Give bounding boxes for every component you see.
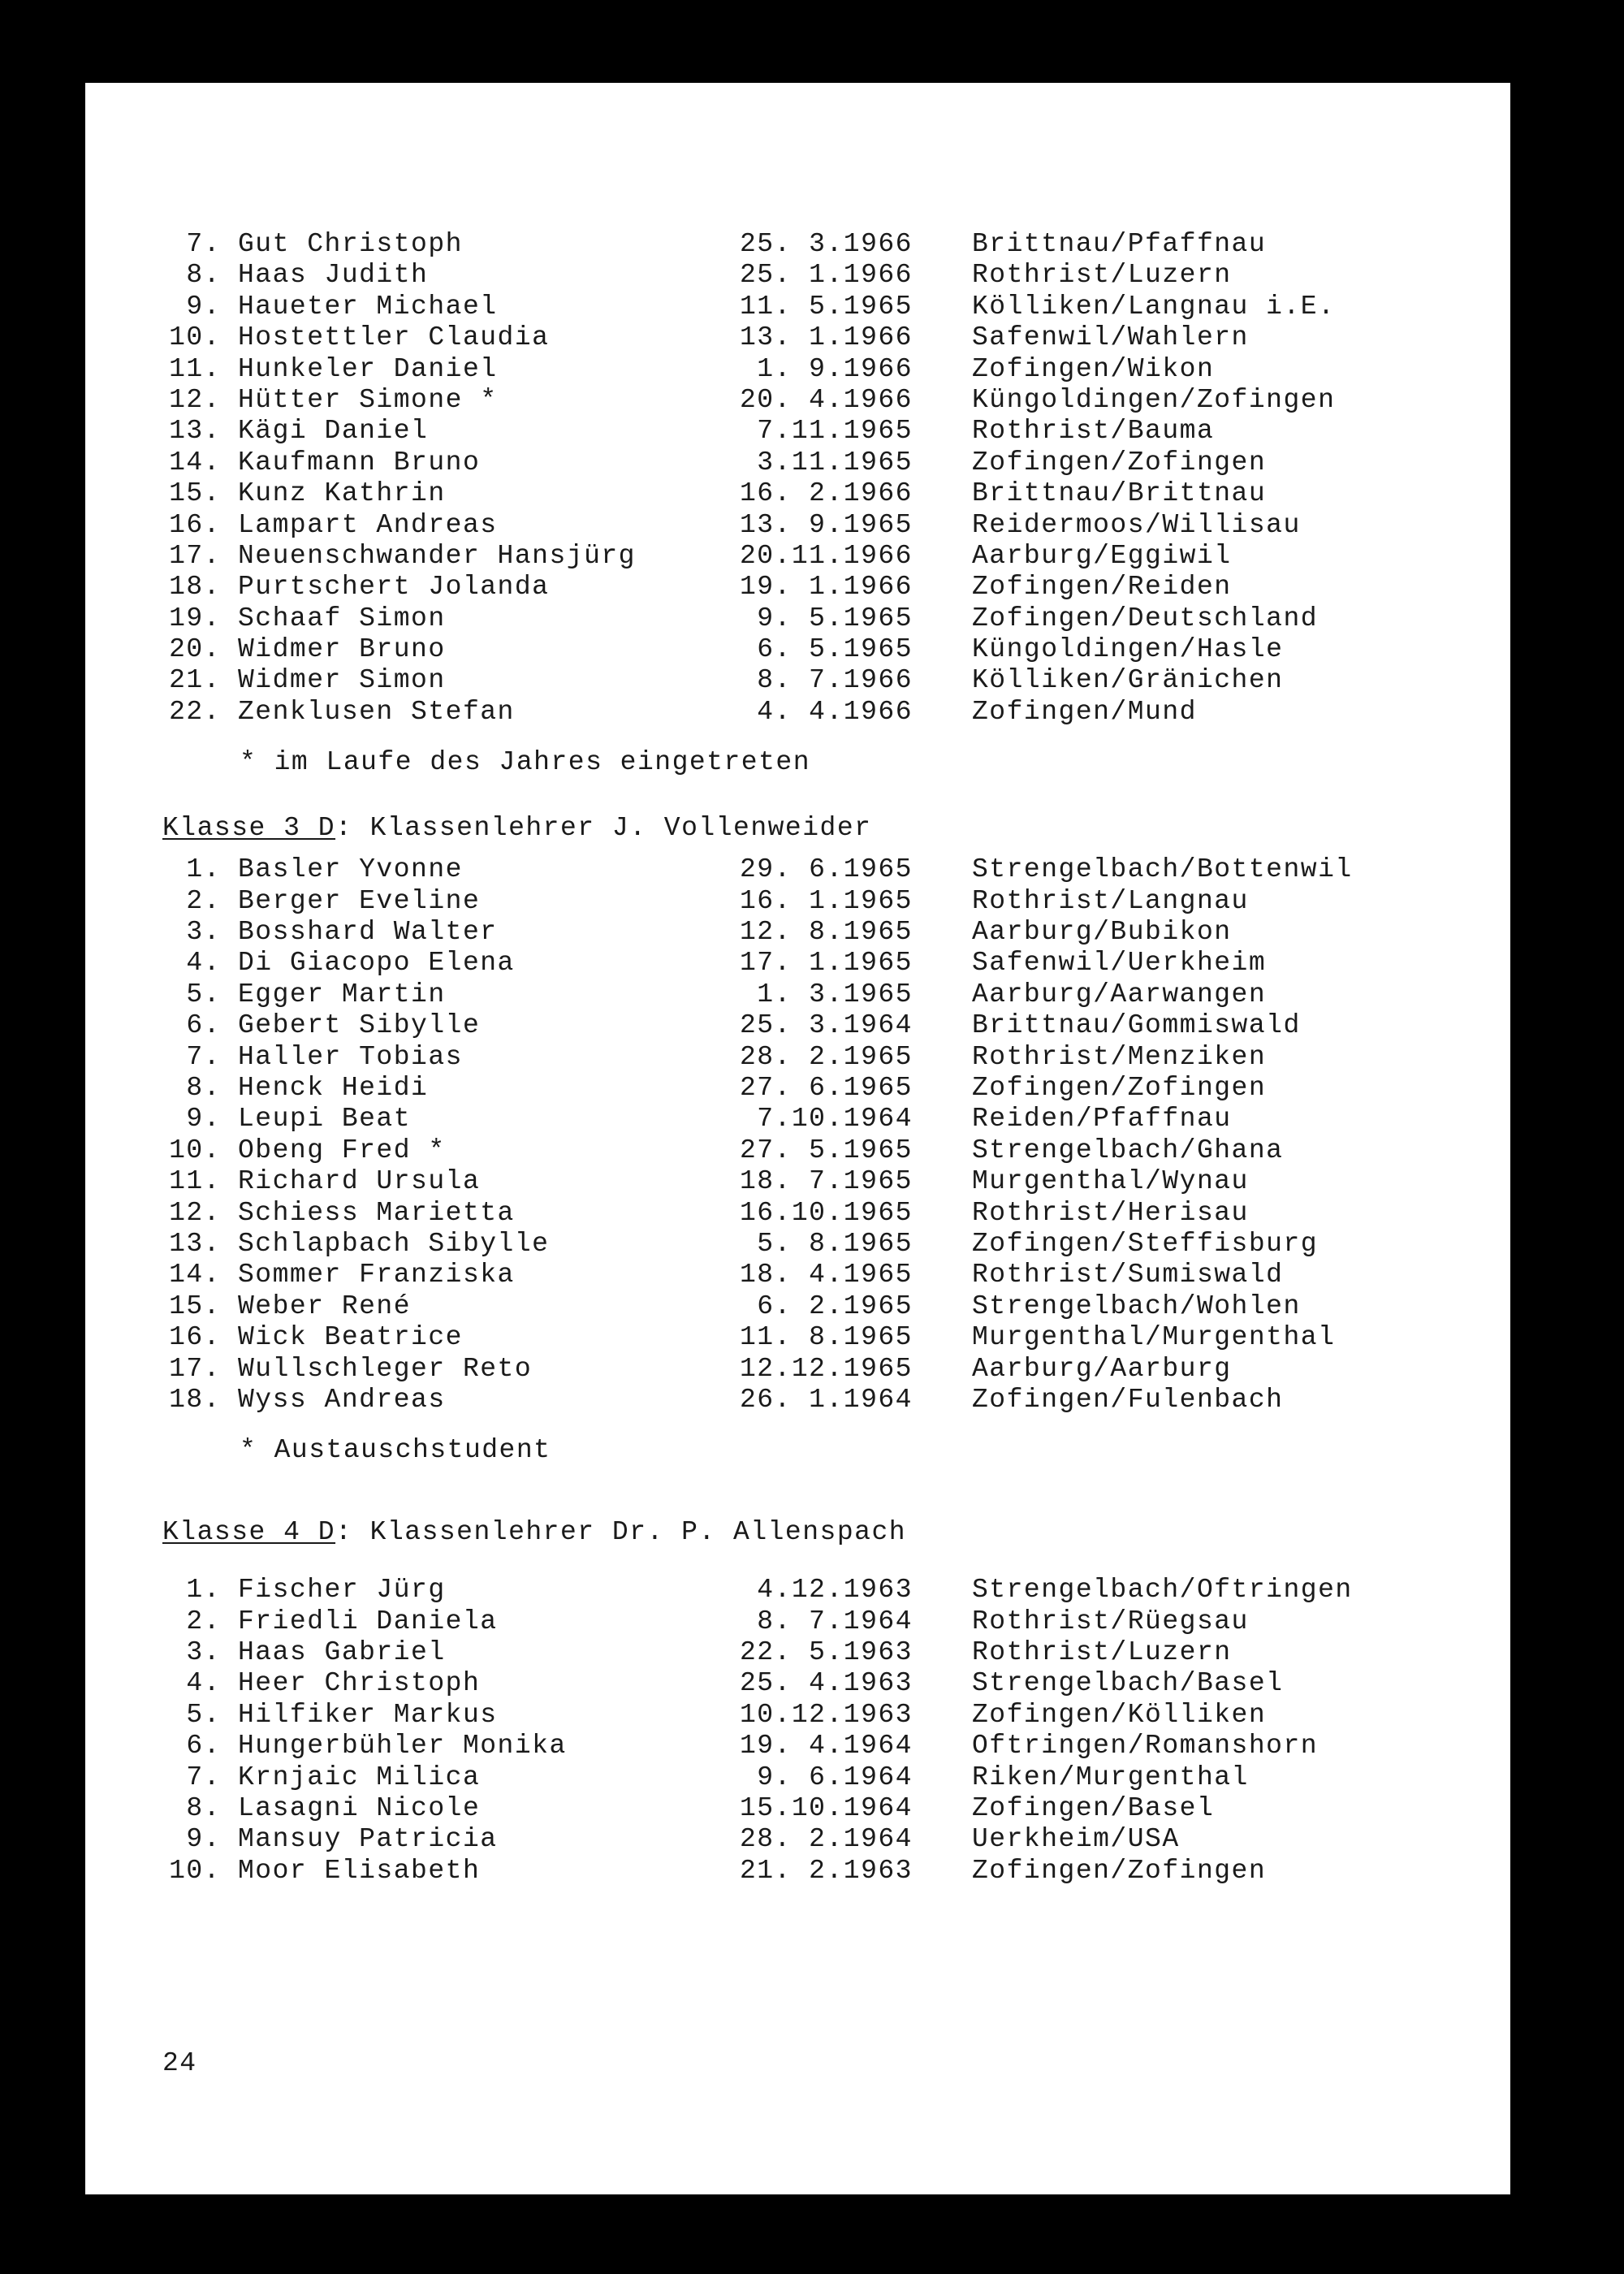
student-name: Kaufmann Bruno	[238, 447, 481, 478]
birth-date: 12. 8.1965	[739, 917, 913, 948]
student-name: Zenklusen Stefan	[238, 696, 515, 727]
student-name: Bosshard Walter	[238, 917, 498, 948]
residence-origin: Strengelbach/Wohlen	[972, 1290, 1301, 1321]
residence-origin: Aarburg/Aarburg	[972, 1353, 1232, 1384]
birth-date: 1. 3.1965	[757, 979, 913, 1009]
residence-origin: Murgenthal/Murgenthal	[972, 1322, 1336, 1353]
class-4d-label: Klasse 4 D	[162, 1517, 336, 1548]
student-row	[162, 1354, 1502, 1385]
residence-origin: Zofingen/Kölliken	[972, 1699, 1267, 1730]
student-row	[162, 886, 1502, 917]
student-number: 12.	[169, 1197, 221, 1228]
student-number: 21.	[169, 665, 221, 696]
class-3d-label: Klasse 3 D	[162, 813, 336, 844]
student-row	[162, 1606, 1502, 1637]
birth-date: 25. 3.1966	[739, 229, 913, 259]
birth-date: 10.12.1963	[739, 1699, 913, 1730]
birth-date: 20.11.1966	[739, 540, 913, 571]
student-name: Sommer Franziska	[238, 1260, 515, 1290]
student-number: 18.	[169, 572, 221, 603]
student-number: 17.	[169, 1353, 221, 1384]
birth-date: 28. 2.1964	[739, 1824, 913, 1855]
class-3d-teacher: : Klassenlehrer J. Vollenweider	[335, 813, 872, 844]
student-name: Purtschert Jolanda	[238, 572, 550, 603]
student-number: 13.	[169, 1228, 221, 1259]
residence-origin: Murgenthal/Wynau	[972, 1166, 1249, 1197]
student-row	[162, 1291, 1502, 1322]
birth-date: 17. 1.1965	[739, 948, 913, 979]
residence-origin: Aarburg/Aarwangen	[972, 979, 1267, 1009]
student-name: Hungerbühler Monika	[238, 1731, 567, 1762]
birth-date: 27. 6.1965	[739, 1072, 913, 1103]
student-name: Wyss Andreas	[238, 1384, 446, 1415]
birth-date: 9. 5.1965	[757, 603, 913, 633]
section-2-list	[162, 854, 1502, 1416]
birth-date: 3.11.1965	[757, 447, 913, 478]
student-name: Heer Christoph	[238, 1668, 481, 1699]
birth-date: 28. 2.1965	[739, 1041, 913, 1072]
student-name: Neuenschwander Hansjürg	[238, 540, 636, 571]
residence-origin: Rothrist/Luzern	[972, 260, 1232, 291]
student-name: Hilfiker Markus	[238, 1699, 498, 1730]
student-name: Friedli Daniela	[238, 1606, 498, 1636]
residence-origin: Uerkheim/USA	[972, 1824, 1180, 1855]
student-row	[162, 1762, 1502, 1793]
birth-date: 12.12.1965	[739, 1353, 913, 1384]
residence-origin: Zofingen/Fulenbach	[972, 1384, 1284, 1415]
student-name: Widmer Simon	[238, 665, 446, 696]
residence-origin: Zofingen/Steffisburg	[972, 1228, 1319, 1259]
birth-date: 8. 7.1964	[757, 1606, 913, 1636]
student-number: 5.	[186, 979, 221, 1009]
student-row	[162, 229, 1502, 260]
student-row	[162, 1010, 1502, 1041]
birth-date: 21. 2.1963	[739, 1855, 913, 1886]
residence-origin: Safenwil/Uerkheim	[972, 948, 1267, 979]
birth-date: 4. 4.1966	[757, 696, 913, 727]
student-row	[162, 322, 1502, 353]
student-number: 9.	[186, 1104, 221, 1135]
birth-date: 11. 5.1965	[739, 291, 913, 322]
student-row	[162, 385, 1502, 416]
student-name: Schaaf Simon	[238, 603, 446, 633]
footnote-exchange-student: * Austauschstudent	[240, 1435, 551, 1466]
student-name: Di Giacopo Elena	[238, 948, 515, 979]
student-row	[162, 1198, 1502, 1229]
student-number: 8.	[186, 260, 221, 291]
student-number: 14.	[169, 447, 221, 478]
student-row	[162, 354, 1502, 385]
page-number: 24	[162, 2048, 197, 2078]
residence-origin: Zofingen/Zofingen	[972, 1072, 1267, 1103]
birth-date: 26. 1.1964	[739, 1384, 913, 1415]
student-row	[162, 1793, 1502, 1824]
birth-date: 13. 1.1966	[739, 322, 913, 353]
class-4d-heading	[162, 1516, 1502, 1549]
residence-origin: Strengelbach/Oftringen	[972, 1575, 1353, 1606]
student-row	[162, 917, 1502, 948]
class-3d-heading	[162, 812, 1502, 845]
residence-origin: Küngoldingen/Hasle	[972, 634, 1284, 665]
class-lists	[162, 229, 1502, 1887]
student-name: Egger Martin	[238, 979, 446, 1009]
student-name: Wullschleger Reto	[238, 1353, 533, 1384]
student-number: 16.	[169, 509, 221, 540]
student-row	[162, 697, 1502, 728]
student-row	[162, 572, 1502, 603]
residence-origin: Küngoldingen/Zofingen	[972, 384, 1336, 415]
residence-origin: Zofingen/Wikon	[972, 353, 1215, 384]
student-name: Moor Elisabeth	[238, 1855, 481, 1886]
birth-date: 1. 9.1966	[757, 353, 913, 384]
birth-date: 22. 5.1963	[739, 1637, 913, 1668]
student-row	[162, 1104, 1502, 1135]
student-number: 17.	[169, 540, 221, 571]
student-number: 11.	[169, 1166, 221, 1197]
student-number: 3.	[186, 917, 221, 948]
student-row	[162, 447, 1502, 478]
student-row	[162, 1731, 1502, 1762]
student-row	[162, 979, 1502, 1010]
student-name: Lasagni Nicole	[238, 1793, 481, 1824]
birth-date: 7.11.1965	[757, 416, 913, 447]
student-row	[162, 1166, 1502, 1197]
student-number: 19.	[169, 603, 221, 633]
residence-origin: Rothrist/Luzern	[972, 1637, 1232, 1668]
residence-origin: Kölliken/Langnau i.E.	[972, 291, 1336, 322]
birth-date: 29. 6.1965	[739, 854, 913, 885]
student-name: Mansuy Patricia	[238, 1824, 498, 1855]
student-number: 9.	[186, 1824, 221, 1855]
birth-date: 8. 7.1966	[757, 665, 913, 696]
birth-date: 18. 7.1965	[739, 1166, 913, 1197]
class-4d-teacher: : Klassenlehrer Dr. P. Allenspach	[335, 1517, 907, 1548]
student-row	[162, 634, 1502, 665]
residence-origin: Rothrist/Langnau	[972, 885, 1249, 916]
student-name: Haas Judith	[238, 260, 429, 291]
student-row	[162, 260, 1502, 291]
student-row	[162, 510, 1502, 541]
student-name: Basler Yvonne	[238, 854, 463, 885]
footnote-joined: * im Laufe des Jahres eingetreten	[240, 747, 811, 778]
student-name: Gut Christoph	[238, 229, 463, 259]
student-number: 14.	[169, 1260, 221, 1290]
student-name: Krnjaic Milica	[238, 1762, 481, 1792]
student-name: Haas Gabriel	[238, 1637, 446, 1668]
student-number: 4.	[186, 948, 221, 979]
section-1-list	[162, 229, 1502, 728]
student-name: Gebert Sibylle	[238, 1010, 481, 1041]
residence-origin: Zofingen/Basel	[972, 1793, 1215, 1824]
student-number: 13.	[169, 416, 221, 447]
student-number: 10.	[169, 1855, 221, 1886]
birth-date: 6. 2.1965	[757, 1290, 913, 1321]
student-name: Hütter Simone *	[238, 384, 498, 415]
student-number: 10.	[169, 1135, 221, 1165]
student-row	[162, 1385, 1502, 1416]
student-name: Berger Eveline	[238, 885, 481, 916]
residence-origin: Rothrist/Herisau	[972, 1197, 1249, 1228]
student-name: Schlapbach Sibylle	[238, 1228, 550, 1259]
residence-origin: Reidermoos/Willisau	[972, 509, 1301, 540]
student-row	[162, 1668, 1502, 1699]
birth-date: 20. 4.1966	[739, 384, 913, 415]
student-row	[162, 292, 1502, 322]
residence-origin: Aarburg/Eggiwil	[972, 540, 1232, 571]
student-row	[162, 1260, 1502, 1290]
residence-origin: Reiden/Pfaffnau	[972, 1104, 1232, 1135]
residence-origin: Strengelbach/Bottenwil	[972, 854, 1353, 885]
residence-origin: Zofingen/Zofingen	[972, 1855, 1267, 1886]
student-name: Kunz Kathrin	[238, 478, 446, 509]
residence-origin: Aarburg/Bubikon	[972, 917, 1232, 948]
residence-origin: Brittnau/Gommiswald	[972, 1010, 1301, 1041]
student-name: Hunkeler Daniel	[238, 353, 498, 384]
residence-origin: Brittnau/Pfaffnau	[972, 229, 1267, 259]
student-row	[162, 1637, 1502, 1668]
residence-origin: Rothrist/Sumiswald	[972, 1260, 1284, 1290]
residence-origin: Riken/Murgenthal	[972, 1762, 1249, 1792]
student-name: Obeng Fred *	[238, 1135, 446, 1165]
student-row	[162, 1229, 1502, 1260]
student-number: 8.	[186, 1072, 221, 1103]
birth-date: 15.10.1964	[739, 1793, 913, 1824]
student-number: 16.	[169, 1322, 221, 1353]
student-name: Lampart Andreas	[238, 509, 498, 540]
student-number: 6.	[186, 1731, 221, 1762]
student-number: 9.	[186, 291, 221, 322]
student-number: 2.	[186, 1606, 221, 1636]
birth-date: 19. 4.1964	[739, 1731, 913, 1762]
section-3-list	[162, 1575, 1502, 1887]
student-row	[162, 1824, 1502, 1855]
birth-date: 25. 3.1964	[739, 1010, 913, 1041]
student-row	[162, 1575, 1502, 1606]
student-name: Wick Beatrice	[238, 1322, 463, 1353]
student-name: Haller Tobias	[238, 1041, 463, 1072]
residence-origin: Safenwil/Wahlern	[972, 322, 1249, 353]
residence-origin: Rothrist/Bauma	[972, 416, 1215, 447]
student-number: 2.	[186, 885, 221, 916]
student-name: Schiess Marietta	[238, 1197, 515, 1228]
student-name: Henck Heidi	[238, 1072, 429, 1103]
student-row	[162, 1135, 1502, 1166]
student-name: Haueter Michael	[238, 291, 498, 322]
student-number: 7.	[186, 1762, 221, 1792]
residence-origin: Zofingen/Mund	[972, 696, 1197, 727]
student-number: 1.	[186, 1575, 221, 1606]
student-name: Kägi Daniel	[238, 416, 429, 447]
residence-origin: Brittnau/Brittnau	[972, 478, 1267, 509]
student-name: Hostettler Claudia	[238, 322, 550, 353]
student-row	[162, 1322, 1502, 1353]
birth-date: 19. 1.1966	[739, 572, 913, 603]
residence-origin: Zofingen/Deutschland	[972, 603, 1319, 633]
birth-date: 25. 4.1963	[739, 1668, 913, 1699]
birth-date: 16. 2.1966	[739, 478, 913, 509]
birth-date: 16. 1.1965	[739, 885, 913, 916]
student-name: Weber René	[238, 1290, 412, 1321]
residence-origin: Strengelbach/Basel	[972, 1668, 1284, 1699]
residence-origin: Kölliken/Gränichen	[972, 665, 1284, 696]
birth-date: 9. 6.1964	[757, 1762, 913, 1792]
student-number: 10.	[169, 322, 221, 353]
birth-date: 5. 8.1965	[757, 1228, 913, 1259]
student-number: 3.	[186, 1637, 221, 1668]
residence-origin: Strengelbach/Ghana	[972, 1135, 1284, 1165]
student-number: 5.	[186, 1699, 221, 1730]
student-number: 15.	[169, 1290, 221, 1321]
student-row	[162, 416, 1502, 447]
birth-date: 16.10.1965	[739, 1197, 913, 1228]
residence-origin: Zofingen/Zofingen	[972, 447, 1267, 478]
student-number: 22.	[169, 696, 221, 727]
student-number: 1.	[186, 854, 221, 885]
residence-origin: Zofingen/Reiden	[972, 572, 1232, 603]
student-name: Widmer Bruno	[238, 634, 446, 665]
student-row	[162, 478, 1502, 509]
student-row	[162, 603, 1502, 634]
birth-date: 11. 8.1965	[739, 1322, 913, 1353]
student-number: 15.	[169, 478, 221, 509]
residence-origin: Rothrist/Menziken	[972, 1041, 1267, 1072]
student-row	[162, 541, 1502, 572]
student-row	[162, 948, 1502, 979]
student-row	[162, 1073, 1502, 1104]
student-row	[162, 1042, 1502, 1073]
student-number: 18.	[169, 1384, 221, 1415]
student-name: Leupi Beat	[238, 1104, 412, 1135]
residence-origin: Oftringen/Romanshorn	[972, 1731, 1319, 1762]
student-number: 6.	[186, 1010, 221, 1041]
student-number: 11.	[169, 353, 221, 384]
student-number: 20.	[169, 634, 221, 665]
student-row	[162, 1700, 1502, 1731]
birth-date: 13. 9.1965	[739, 509, 913, 540]
student-name: Fischer Jürg	[238, 1575, 446, 1606]
student-row	[162, 854, 1502, 885]
student-row	[162, 1856, 1502, 1887]
birth-date: 18. 4.1965	[739, 1260, 913, 1290]
birth-date: 6. 5.1965	[757, 634, 913, 665]
student-row	[162, 665, 1502, 696]
student-number: 7.	[186, 229, 221, 259]
birth-date: 4.12.1963	[757, 1575, 913, 1606]
birth-date: 25. 1.1966	[739, 260, 913, 291]
residence-origin: Rothrist/Rüegsau	[972, 1606, 1249, 1636]
birth-date: 27. 5.1965	[739, 1135, 913, 1165]
student-number: 7.	[186, 1041, 221, 1072]
student-number: 4.	[186, 1668, 221, 1699]
document-page	[85, 83, 1510, 2194]
student-number: 12.	[169, 384, 221, 415]
birth-date: 7.10.1964	[757, 1104, 913, 1135]
student-number: 8.	[186, 1793, 221, 1824]
student-name: Richard Ursula	[238, 1166, 481, 1197]
